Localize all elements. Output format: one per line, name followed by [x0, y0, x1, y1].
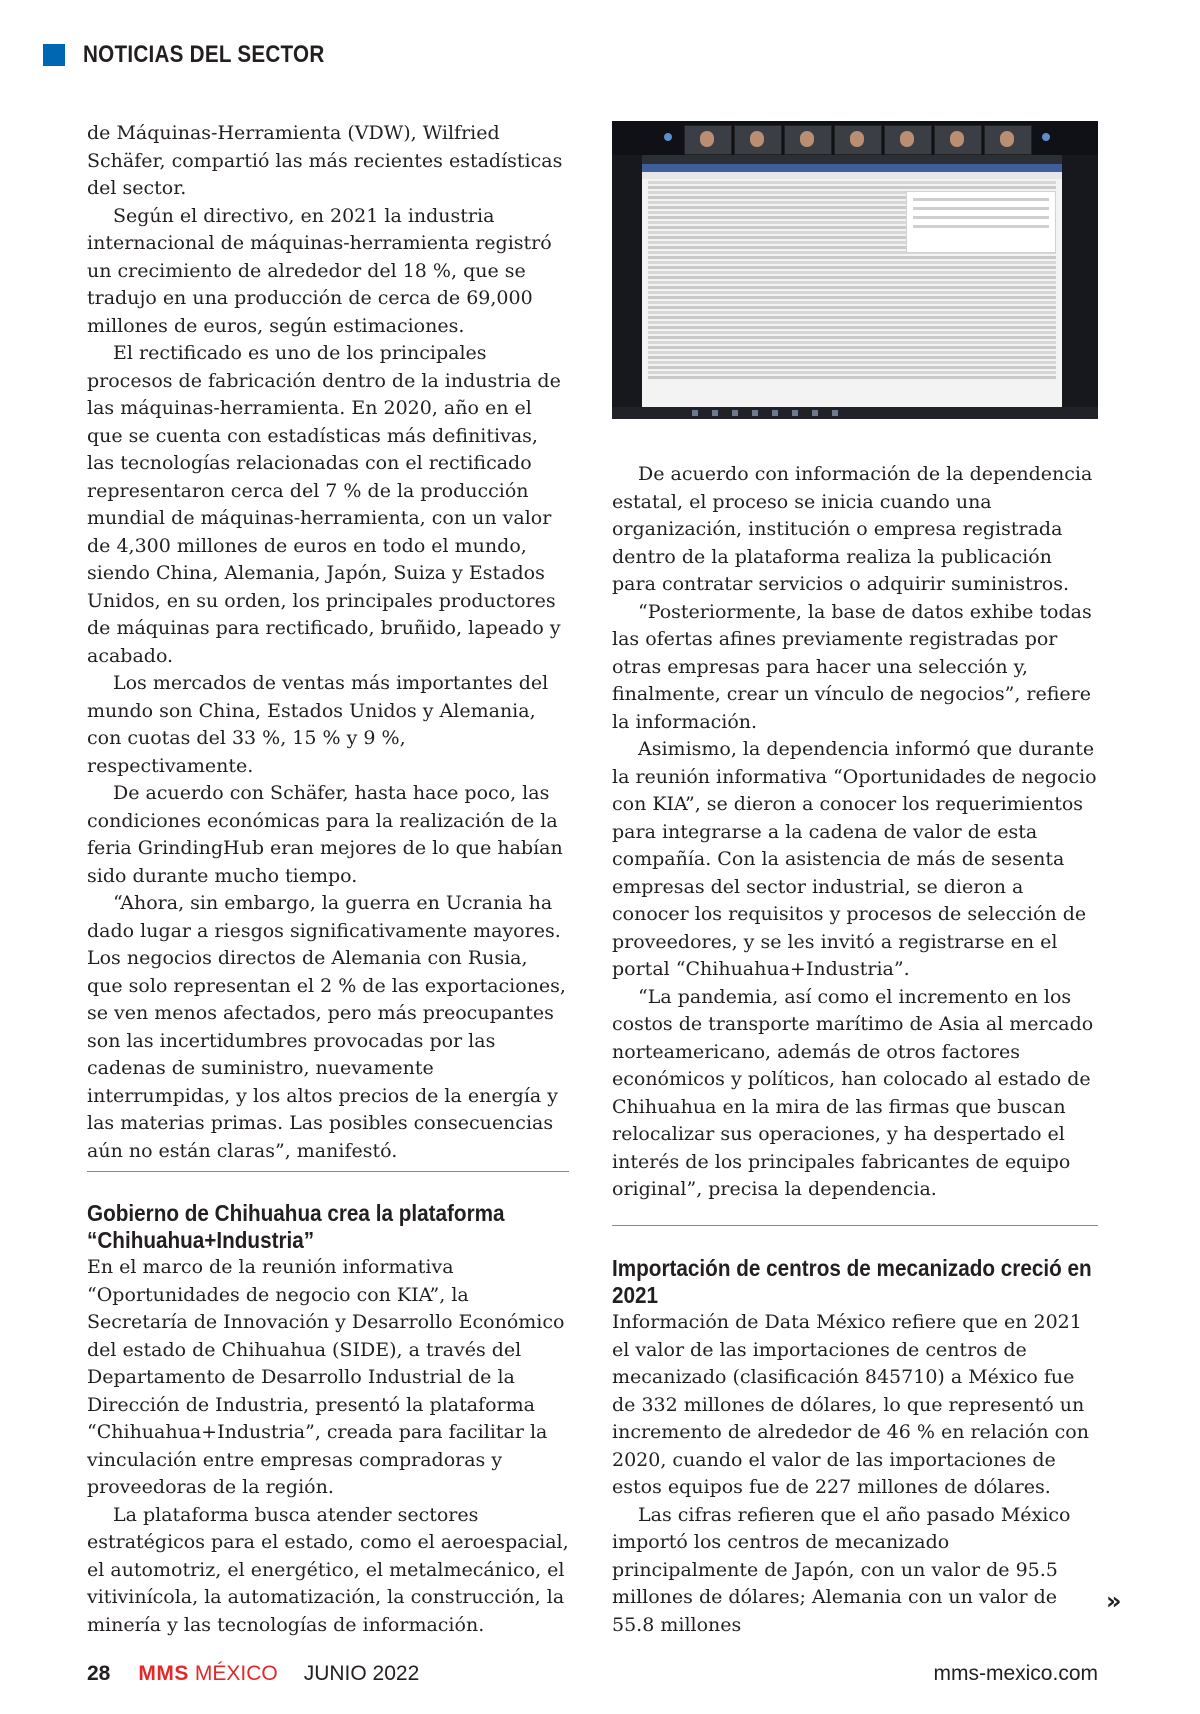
video-conference-photo	[612, 121, 1098, 419]
article-importacion	[612, 1255, 1098, 1639]
magazine-brand: MMS	[138, 1662, 189, 1685]
paragraph: “La pandemia, así como el incremento en los costos de transporte marítimo de Asia al mercado norteamericano, además de otros factores económicos y políticos, han colocado al estado de Chihuahua en la mira de las firmas que buscan relocalizar sus operaciones, y ha despertado el interés de los principales fabricantes de equipo original”, precisa la dependencia.	[612, 985, 1094, 1200]
paragraph: Los mercados de ventas más importantes del mundo son China, Estados Unidos y Alemania, con cuotas del 33 %, 15 % y 9 %, respectivamente.	[87, 672, 549, 777]
article-chihuahua	[87, 1200, 569, 1639]
divider-line	[612, 1225, 1098, 1226]
section-header	[43, 40, 364, 70]
taskbar	[612, 407, 1098, 419]
right-column	[612, 461, 1098, 1204]
section-divider	[87, 1171, 569, 1172]
participant-strip	[612, 121, 1098, 155]
paragraph: Las cifras refieren que el año pasado México importó los centros de mecanizado principalmente de Japón, con un valor de 95.5 millones de dólares; Alemania con un valor de 55.8 millones	[612, 1503, 1071, 1636]
left-column	[87, 120, 569, 1165]
page-number: 28	[87, 1662, 111, 1685]
paragraph: Información de Data México refiere que en 2021 el valor de las importaciones de centros de mecanizado (clasificación 845710) a México fue de 332 millones de dólares, lo que representó un incremento de alrededor de 46 % en relación con 2020, cuando el valor de las importaciones de estos equipos fue de 227 millones de dólares.	[612, 1311, 1089, 1498]
paragraph: De acuerdo con información de la dependencia estatal, el proceso se inicia cuando una organización, institución o empresa registrada dentro de la plataforma realiza la publicación para contratar servicios o adquirir suministros.	[612, 463, 1093, 595]
divider-line	[87, 1171, 569, 1172]
paragraph: La plataforma busca atender sectores estratégicos para el estado, como el aeroespacial, el automotriz, el energético, el metalmecánico, el vitivinícola, la automatización, la construcción, la minería y las tecnologías de información.	[87, 1503, 569, 1636]
article-heading: Importación de centros de mecanizado creció en 2021	[612, 1255, 1092, 1308]
section-marker-square	[43, 44, 65, 66]
paragraph: “Ahora, sin embargo, la guerra en Ucrania ha dado lugar a riesgos significativamente mayores. Los negocios directos de Alemania con Rusia, que solo representan el 2 % de las exportaciones, se ven menos afectados, pero más preocupantes son las incertidumbres provocadas por las cadenas de suministro, nuevamente interrumpidas, y los altos precios de la energía y las materias primas. Las posibles consecuencias aún no están claras”, manifestó.	[87, 892, 566, 1162]
paragraph: Según el directivo, en 2021 la industria internacional de máquinas-herramienta registró un crecimiento de alrededor del 18 %, que se tradujo en una producción de cerca de 69,000 millones de euros, según estimaciones.	[87, 204, 552, 337]
section-title: NOTICIAS DEL SECTOR	[83, 41, 325, 68]
website-link[interactable]: mms-mexico.com	[933, 1662, 1098, 1685]
paragraph: El rectificado es uno de los principales procesos de fabricación dentro de la industria de las máquinas-herramienta. En 2020, año en el que se cuenta con estadísticas más definitivas, las tecnologías relacionadas con el rectificado representaron cerca del 7 % de la producción mundial de máquinas-herramienta, con un valor de 4,300 millones de euros en todo el mundo, siendo China, Alemania, Japón, Suiza y Estados Unidos, en su orden, los principales productores de máquinas para rectificado, bruñido, lapeado y acabado.	[87, 342, 561, 667]
continue-arrow-icon: »	[1106, 1587, 1122, 1615]
paragraph: En el marco de la reunión informativa “Oportunidades de negocio con KIA”, la Secretaría de Innovación y Desarrollo Económico del estado de Chihuahua (SIDE), a través del Departamento de Desarrollo Industrial de la Dirección de Industria, presentó la plataforma “Chihuahua+Industria”, creada para facilitar la vinculación entre empresas compradoras y proveedoras de la región.	[87, 1256, 565, 1498]
issue-date: JUNIO 2022	[303, 1662, 420, 1685]
section-divider	[612, 1225, 1098, 1226]
shared-screen-platform	[642, 155, 1062, 409]
paragraph: De acuerdo con Schäfer, hasta hace poco, las condiciones económicas para la realización de la feria GrindingHub eran mejores de lo que habían sido durante mucho tiempo.	[87, 782, 563, 887]
magazine-country: MÉXICO	[194, 1662, 278, 1685]
article-heading: Gobierno de Chihuahua crea la plataforma “Chihuahua+Industria”	[87, 1200, 505, 1253]
paragraph: Asimismo, la dependencia informó que durante la reunión informativa “Oportunidades de negocio con KIA”, se dieron a conocer los requerimientos para integrarse a la cadena de valor de esta compañía. Con la asistencia de más de sesenta empresas del sector industrial, se dieron a conocer los requisitos y procesos de selección de proveedores, y se les invitó a registrarse en el portal “Chihuahua+Industria”.	[612, 738, 1097, 980]
paragraph: de Máquinas-Herramienta (VDW), Wilfried Schäfer, compartió las más recientes estadísticas del sector.	[87, 122, 563, 199]
paragraph: “Posteriormente, la base de datos exhibe todas las ofertas afines previamente registradas por otras empresas para hacer una selección y, finalmente, crear un vínculo de negocios”, refiere la información.	[612, 600, 1092, 733]
page-footer	[87, 1660, 1098, 1688]
